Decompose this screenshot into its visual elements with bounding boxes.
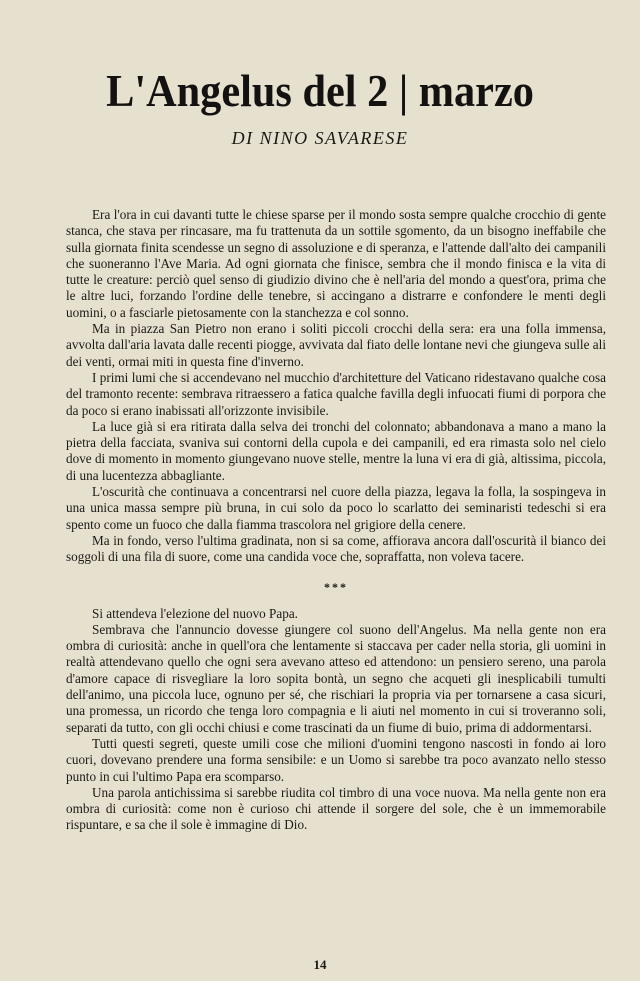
paragraph: L'oscurità che continuava a concentrarsi nel cuore della piazza, legava la folla, la sospingeva in una unica massa sempre più bruna, in cui solo da poco lo scarlatto dei seminaristi tedeschi si era spento come un fuoco che dalla fiamma trascolora nel grigiore della cenere. xyxy=(66,484,606,532)
section-separator: *** xyxy=(324,579,348,594)
paragraph: Sembrava che l'annuncio dovesse giungere col suono dell'Angelus. Ma nella gente non era ombra di curiosità: anche in quell'ora che lentamente si staccava per cader nella storia, gli uomini in realtà attendevano quello che ogni sera avevano atteso ed attendono: un pensiero sereno, una parola d'amore capace di risvegliare la loro sopita bontà, un segno che acqueti gli inesplicabili tumulti dell'animo, una piccola luce, ognuno per sé, che rischiari la propria via per tornarsene a casa sicuri, una promessa, un ricordo che tenga loro compagnia e li aiuti nel momento in cui si troveranno soli, separati da tutto, con gli occhi chiusi e come trascinati da un fiume di buio, prima di addormentarsi. xyxy=(66,621,606,735)
paragraph: Una parola antichissima si sarebbe riudita col timbro di una voce nuova. Ma nella gente non era ombra di curiosità: come non è curioso chi attende il sorgere del sole, che è un immemorabile rispuntare, e sa che il sole è immagine di Dio. xyxy=(66,784,606,833)
paragraph: Tutti questi segreti, queste umili cose che milioni d'uomini tengono nascosti in fondo ai loro cuori, dovevano prendere una forma sensibile: e un Uomo si sarebbe tra poco avanzato nello stesso punto in cui l'ultimo Papa era scomparso. xyxy=(66,735,606,784)
paragraph: Si attendeva l'elezione del nuovo Papa. xyxy=(92,605,298,621)
paragraph: I primi lumi che si accendevano nel mucchio d'architetture del Vaticano ridestavano qualche cosa del tramonto recente: sembrava ritraessero a fatica qualche favilla degli infuocati fiumi di porpora che da poco si erano inabissati all'orizzonte invisibile. xyxy=(66,369,606,418)
paragraph: La luce già si era ritirata dalla selva dei tronchi del colonnato; abbandonava a mano a mano la pietra della facciata, svaniva sui contorni della cupola e dei campanili, ed era rimasta solo nel cielo dove di momento in momento giungevano nuove stelle, mentre la luna vi era di già, altissima, piccola, di una lucentezza abbagliante. xyxy=(66,418,606,483)
paragraph: Era l'ora in cui davanti tutte le chiese sparse per il mondo sosta sempre qualche crocchio di gente stanca, che stava per rincasare, ma fu trattenuta da un sottile sgomento, da un bisogno ineffabile che sulla giornata finita scendesse un segno di assoluzione e di speranza, e l'attende dall'alto dei campanili che suoneranno l'Ave Maria. Ad ogni giornata che finisce, sembra che il mondo finisca e la vita di tutte le creature: perciò quel senso di giudizio divino che è nell'aria del mondo a quest'ora, prima che le altre luci, forzando l'ordine delle tenebre, si accingano a distrarre e confondere le menti degli uomini, o a fasciarle pietosamente con la stanchezza e col sonno. xyxy=(66,207,606,320)
article-title: L'Angelus del 2 | marzo xyxy=(106,65,534,116)
article-byline: DI NINO SAVARESE xyxy=(231,128,409,148)
article-body xyxy=(66,207,606,834)
page-number: 14 xyxy=(313,957,327,972)
paragraph: Ma in piazza San Pietro non erano i soliti piccoli crocchi della sera: era una folla immensa, avvolta dall'aria lavata dalle recenti piogge, avvivata dal fiato delle lontane nevi che giungeva sulle ali dei venti, ormai miti in questa fine d'inverno. xyxy=(66,321,606,369)
paragraph: Ma in fondo, verso l'ultima gradinata, non si sa come, affiorava ancora dall'oscurità il bianco dei soggoli di una fila di suore, come una candida voce che, sopraffatta, non voleva tacere. xyxy=(66,532,606,565)
